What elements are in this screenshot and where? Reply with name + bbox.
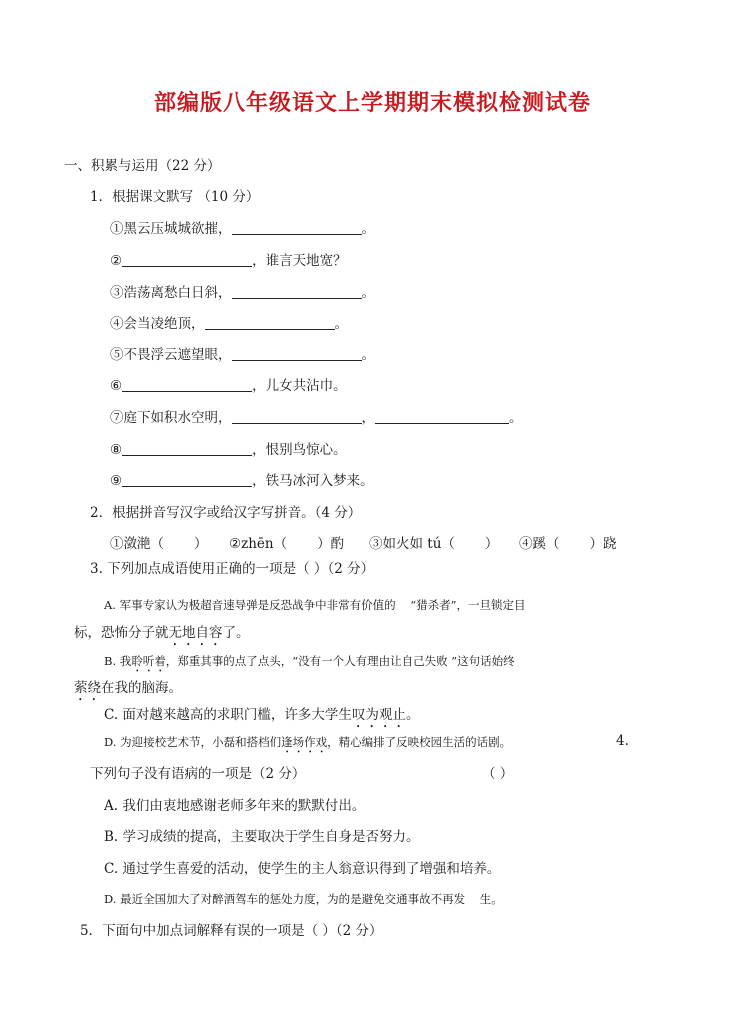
item-text: ， [361,410,375,426]
option-text: B. 我 [104,654,132,668]
option-text: 了。 [222,625,250,641]
option-text: A. 军事专家认为极超音速导弹是反恐战争中非常有价值的 [104,598,396,612]
q2-item-1 [110,535,208,553]
item-text: ）酌 [317,536,345,552]
option-text: 标，恐怖分子就 [74,625,169,641]
question-2-stem: 2．根据拼音写汉字或给汉字写拼音。（4 分） [90,505,362,521]
answer-blank[interactable] [122,252,252,267]
item-text: ）跷 [589,536,617,552]
dotted-idiom: 叹为观止 [351,707,406,723]
q3-option-a-line2 [74,624,250,649]
answer-paren[interactable]: （ ） [482,766,514,782]
item-text: ⑥ [110,378,123,394]
q1-item-1 [110,220,375,238]
answer-blank[interactable] [232,284,362,299]
q1-item-6 [110,377,347,395]
option-text: 生。 [479,892,503,906]
q4-option-b: B. 学习成绩的提高，主要取决于学生自身是否努力。 [104,829,420,845]
q1-item-5 [110,346,375,364]
question-4-stem: 下列句子没有语病的一项是（2 分） [90,766,306,782]
item-text: ⑨ [110,473,123,489]
option-text: ，郑重其事的点了点头， [165,654,293,668]
item-text: ④蹊（ [519,536,560,552]
option-text: D. 最近全国加大了对醉酒驾车的惩处力度，为的是避免交通事故不再发 [104,892,466,906]
option-text: “没有一个人有理由让自己失败 ”这句话始终 [292,654,515,668]
option-text: ，精心编排了反映校园生活的话剧。 [327,735,512,749]
item-text: ①潋滟（ [110,536,164,552]
dotted-idiom: 逢场作戏 [281,735,328,749]
q4-option-c: C. 通过学生喜爱的活动，使学生的主人翁意识得到了增强和培养。 [104,861,501,877]
q1-item-9 [110,472,374,490]
item-text: ② [110,253,123,269]
item-text: ⑦庭下如积水空明， [110,410,232,426]
item-text: ①黑云压城城欲摧， [110,221,232,237]
item-text: 。 [361,347,375,363]
dotted-word: 萦绕 [74,680,101,696]
q3-option-b-line1 [104,652,515,675]
q4-option-d [104,890,503,908]
answer-blank[interactable] [232,220,362,235]
item-text: ，谁言天地宽？ [252,253,347,269]
question-5-stem: 5．下面句中加点词解释有误的一项是（ ）（2 分） [80,923,383,939]
item-text: 。 [361,221,375,237]
q2-item-2 [229,535,344,553]
item-text: 。 [334,316,348,332]
q3-option-a-line1 [104,596,526,614]
question-3-stem: 3. 下列加点成语使用正确的一项是（ ）（2 分） [90,561,375,577]
question-4-number: 4. [616,733,629,749]
dotted-idiom: 无地自容 [168,625,223,641]
item-text: ④会当凌绝顶， [110,316,205,332]
dotted-word: 聆听着 [131,654,166,668]
item-text: 。 [509,410,523,426]
q4-option-a: A. 我们由衷地感谢老师多年来的默默付出。 [104,798,366,814]
item-text: ，恨别鸟惊心。 [252,442,347,458]
option-text: D. 为迎接校艺术节，小磊和搭档们 [104,735,282,749]
answer-blank[interactable] [375,409,509,424]
answer-blank[interactable] [232,346,362,361]
item-text: ②zhēn（ [229,536,288,552]
option-text: “猎杀者”，一旦锁定目 [410,598,526,612]
section-heading: 一、积累与运用（22 分） [64,158,221,174]
q1-item-2 [110,252,347,270]
item-text: ⑤不畏浮云遮望眼， [110,347,232,363]
q3-option-d [104,733,511,756]
item-text: ，铁马冰河入梦来。 [252,473,374,489]
q1-item-3 [110,284,375,302]
exam-title: 部编版八年级语文上学期期末模拟检测试卷 [153,91,591,116]
question-1-stem: 1．根据课文默写 （10 分） [90,189,260,205]
option-text: 在我的脑海。 [101,680,182,696]
answer-blank[interactable] [122,377,252,392]
item-text: ③如火如 tú（ [369,536,455,552]
answer-blank[interactable] [232,409,362,424]
answer-blank[interactable] [122,441,252,456]
item-text: ③浩荡离愁白日斜， [110,285,232,301]
item-text: ，儿女共沾巾。 [252,378,347,394]
q3-option-c [104,706,419,731]
item-text: ⑧ [110,442,123,458]
item-text: ） [194,536,208,552]
q1-item-8 [110,441,347,459]
option-text: 。 [405,707,420,723]
q1-item-7 [110,409,523,427]
item-text: 。 [361,285,375,301]
q2-item-3 [369,535,498,553]
q2-item-4 [519,535,617,553]
item-text: ） [484,536,499,552]
q1-item-4 [110,315,348,333]
answer-blank[interactable] [122,472,252,487]
answer-blank[interactable] [205,315,335,330]
q3-option-b-line2 [74,679,182,704]
option-text: C. 面对越来越高的求职门槛，许多大学生 [104,707,352,723]
